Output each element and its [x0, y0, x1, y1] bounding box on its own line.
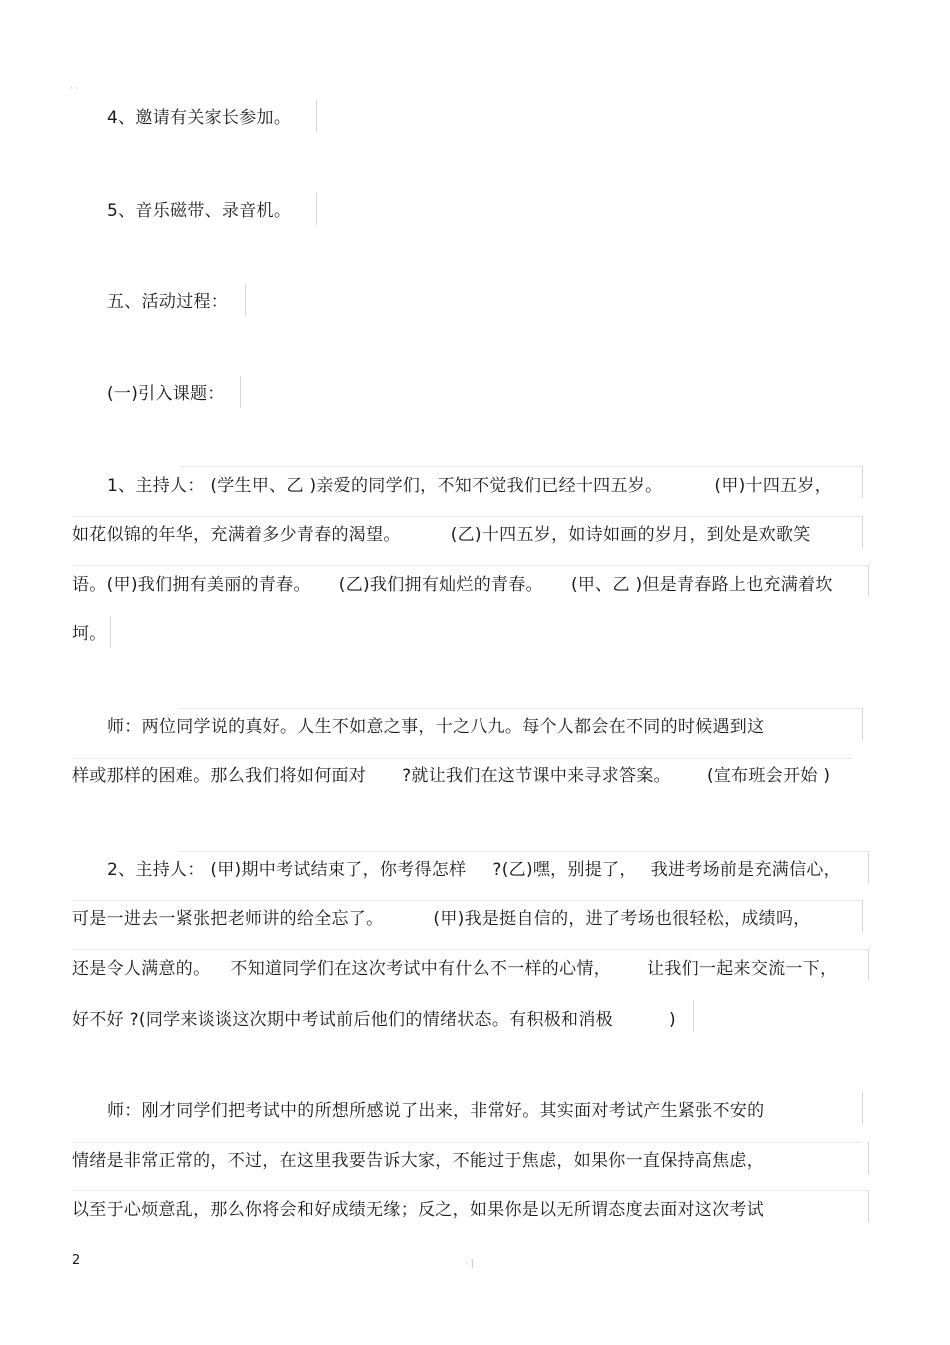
line-segment: (宣布班会开始 ) — [706, 766, 831, 786]
page-number: 2 — [72, 1253, 81, 1268]
text-box-edge — [868, 1142, 869, 1174]
line-segment: 以至于心烦意乱，那么你将会和好成绩无缘；反之，如果你是以无所谓态度去面对这次考试 — [72, 1200, 764, 1220]
paragraph-line — [72, 907, 811, 931]
line-segment: 不知道同学们在这次考试中有什么不一样的心情， — [230, 959, 612, 979]
text-box-edge — [72, 900, 862, 901]
line-segment: 样或那样的困难。那么我们将如何面对 — [72, 766, 367, 786]
line-segment: 师：两位同学说的真好。人生不如意之事，十之八九。每个人都会在不同的时候遇到这 — [107, 717, 765, 737]
text-box-edge — [72, 1190, 868, 1191]
paragraph-line — [72, 523, 811, 547]
text-box-edge — [316, 193, 317, 225]
text-box-edge — [693, 1000, 694, 1032]
line-segment: (乙)我们拥有灿烂的青春。 — [338, 575, 543, 595]
line-segment: (甲)我是挺自信的，进了考场也很轻松，成绩吗， — [433, 909, 811, 929]
line-segment: 让我们一起来交流一下， — [647, 959, 838, 979]
line-segment: ?就让我们在这节课中来寻求答案。 — [402, 766, 671, 786]
text-box-edge — [862, 1092, 863, 1124]
line-segment: ?(乙)嘿，别提了， — [492, 860, 637, 880]
line-segment: 语。(甲)我们拥有美丽的青春。 — [72, 575, 311, 595]
paragraph-line — [72, 622, 107, 646]
line-segment: 好不好 ?(同学来谈谈这次期中考试前后他们的情绪状态。有积极和消极 — [72, 1010, 613, 1030]
line-segment: (甲、乙 )但是青春路上也充满着坎 — [570, 575, 833, 595]
section-heading: 五、活动过程： — [107, 292, 229, 312]
text-box-edge — [316, 100, 317, 132]
line-segment: 1、主持人： (学生甲、乙 )亲爱的同学们，不知不觉我们已经十四五岁。 — [107, 476, 663, 496]
paragraph-line — [72, 1198, 764, 1222]
footer-mark: · | — [465, 1259, 474, 1269]
list-item: 5、音乐磁带、录音机。 — [107, 201, 292, 221]
line-segment: (甲)十四五岁， — [714, 476, 833, 496]
text-box-edge — [72, 949, 868, 950]
text-box-edge — [868, 1190, 869, 1222]
text-box-edge — [868, 851, 869, 883]
text-box-edge — [72, 565, 868, 566]
text-box-edge — [245, 284, 246, 316]
text-box-edge — [72, 516, 862, 517]
paragraph-line — [107, 1099, 764, 1123]
line-segment: 情绪是非常正常的，不过，在这里我要告诉大家，不能过于焦虑，如果你一直保持高焦虑， — [72, 1151, 764, 1171]
line-segment: 师：刚才同学们把考试中的所想所感说了出来，非常好。其实面对考试产生紧张不安的 — [107, 1101, 765, 1121]
line-segment: 还是令人满意的。 — [72, 959, 211, 979]
paragraph-line — [107, 858, 841, 882]
paragraph-line — [107, 474, 832, 498]
text-box-edge — [72, 758, 852, 759]
text-box-edge — [72, 1142, 862, 1143]
paragraph-line — [107, 715, 764, 739]
line-segment: ) — [668, 1010, 676, 1030]
text-box-edge — [862, 516, 863, 548]
paragraph-line — [72, 957, 837, 981]
text-box-edge — [180, 466, 862, 467]
line-segment: 可是一进去一紧张把老师讲的给全忘了。 — [72, 909, 384, 929]
list-item: 4、邀请有关家长参加。 — [107, 108, 292, 128]
paragraph-line — [72, 764, 830, 788]
text-box-edge — [180, 851, 868, 852]
line-segment: 如花似锦的年华，充满着多少青春的渴望。 — [72, 525, 401, 545]
text-box-edge — [862, 466, 863, 498]
subsection-heading: (一)引入课题： — [107, 384, 225, 404]
line-segment: 我进考场前是充满信心， — [650, 860, 841, 880]
text-box-edge — [240, 376, 241, 408]
text-box-edge — [862, 900, 863, 932]
line-segment: 坷。 — [72, 624, 107, 644]
paragraph-line — [72, 1008, 676, 1032]
text-box-edge — [868, 949, 869, 981]
text-box-edge — [110, 616, 111, 648]
text-box-edge — [180, 708, 862, 709]
paragraph-line — [72, 1149, 764, 1173]
header-mark: · · — [70, 84, 79, 94]
line-segment: 2、主持人： (甲)期中考试结束了，你考得怎样 — [107, 860, 467, 880]
text-box-edge — [862, 708, 863, 740]
text-box-edge — [868, 565, 869, 597]
paragraph-line — [72, 573, 833, 597]
line-segment: (乙)十四五岁，如诗如画的岁月，到处是欢歌笑 — [450, 525, 811, 545]
